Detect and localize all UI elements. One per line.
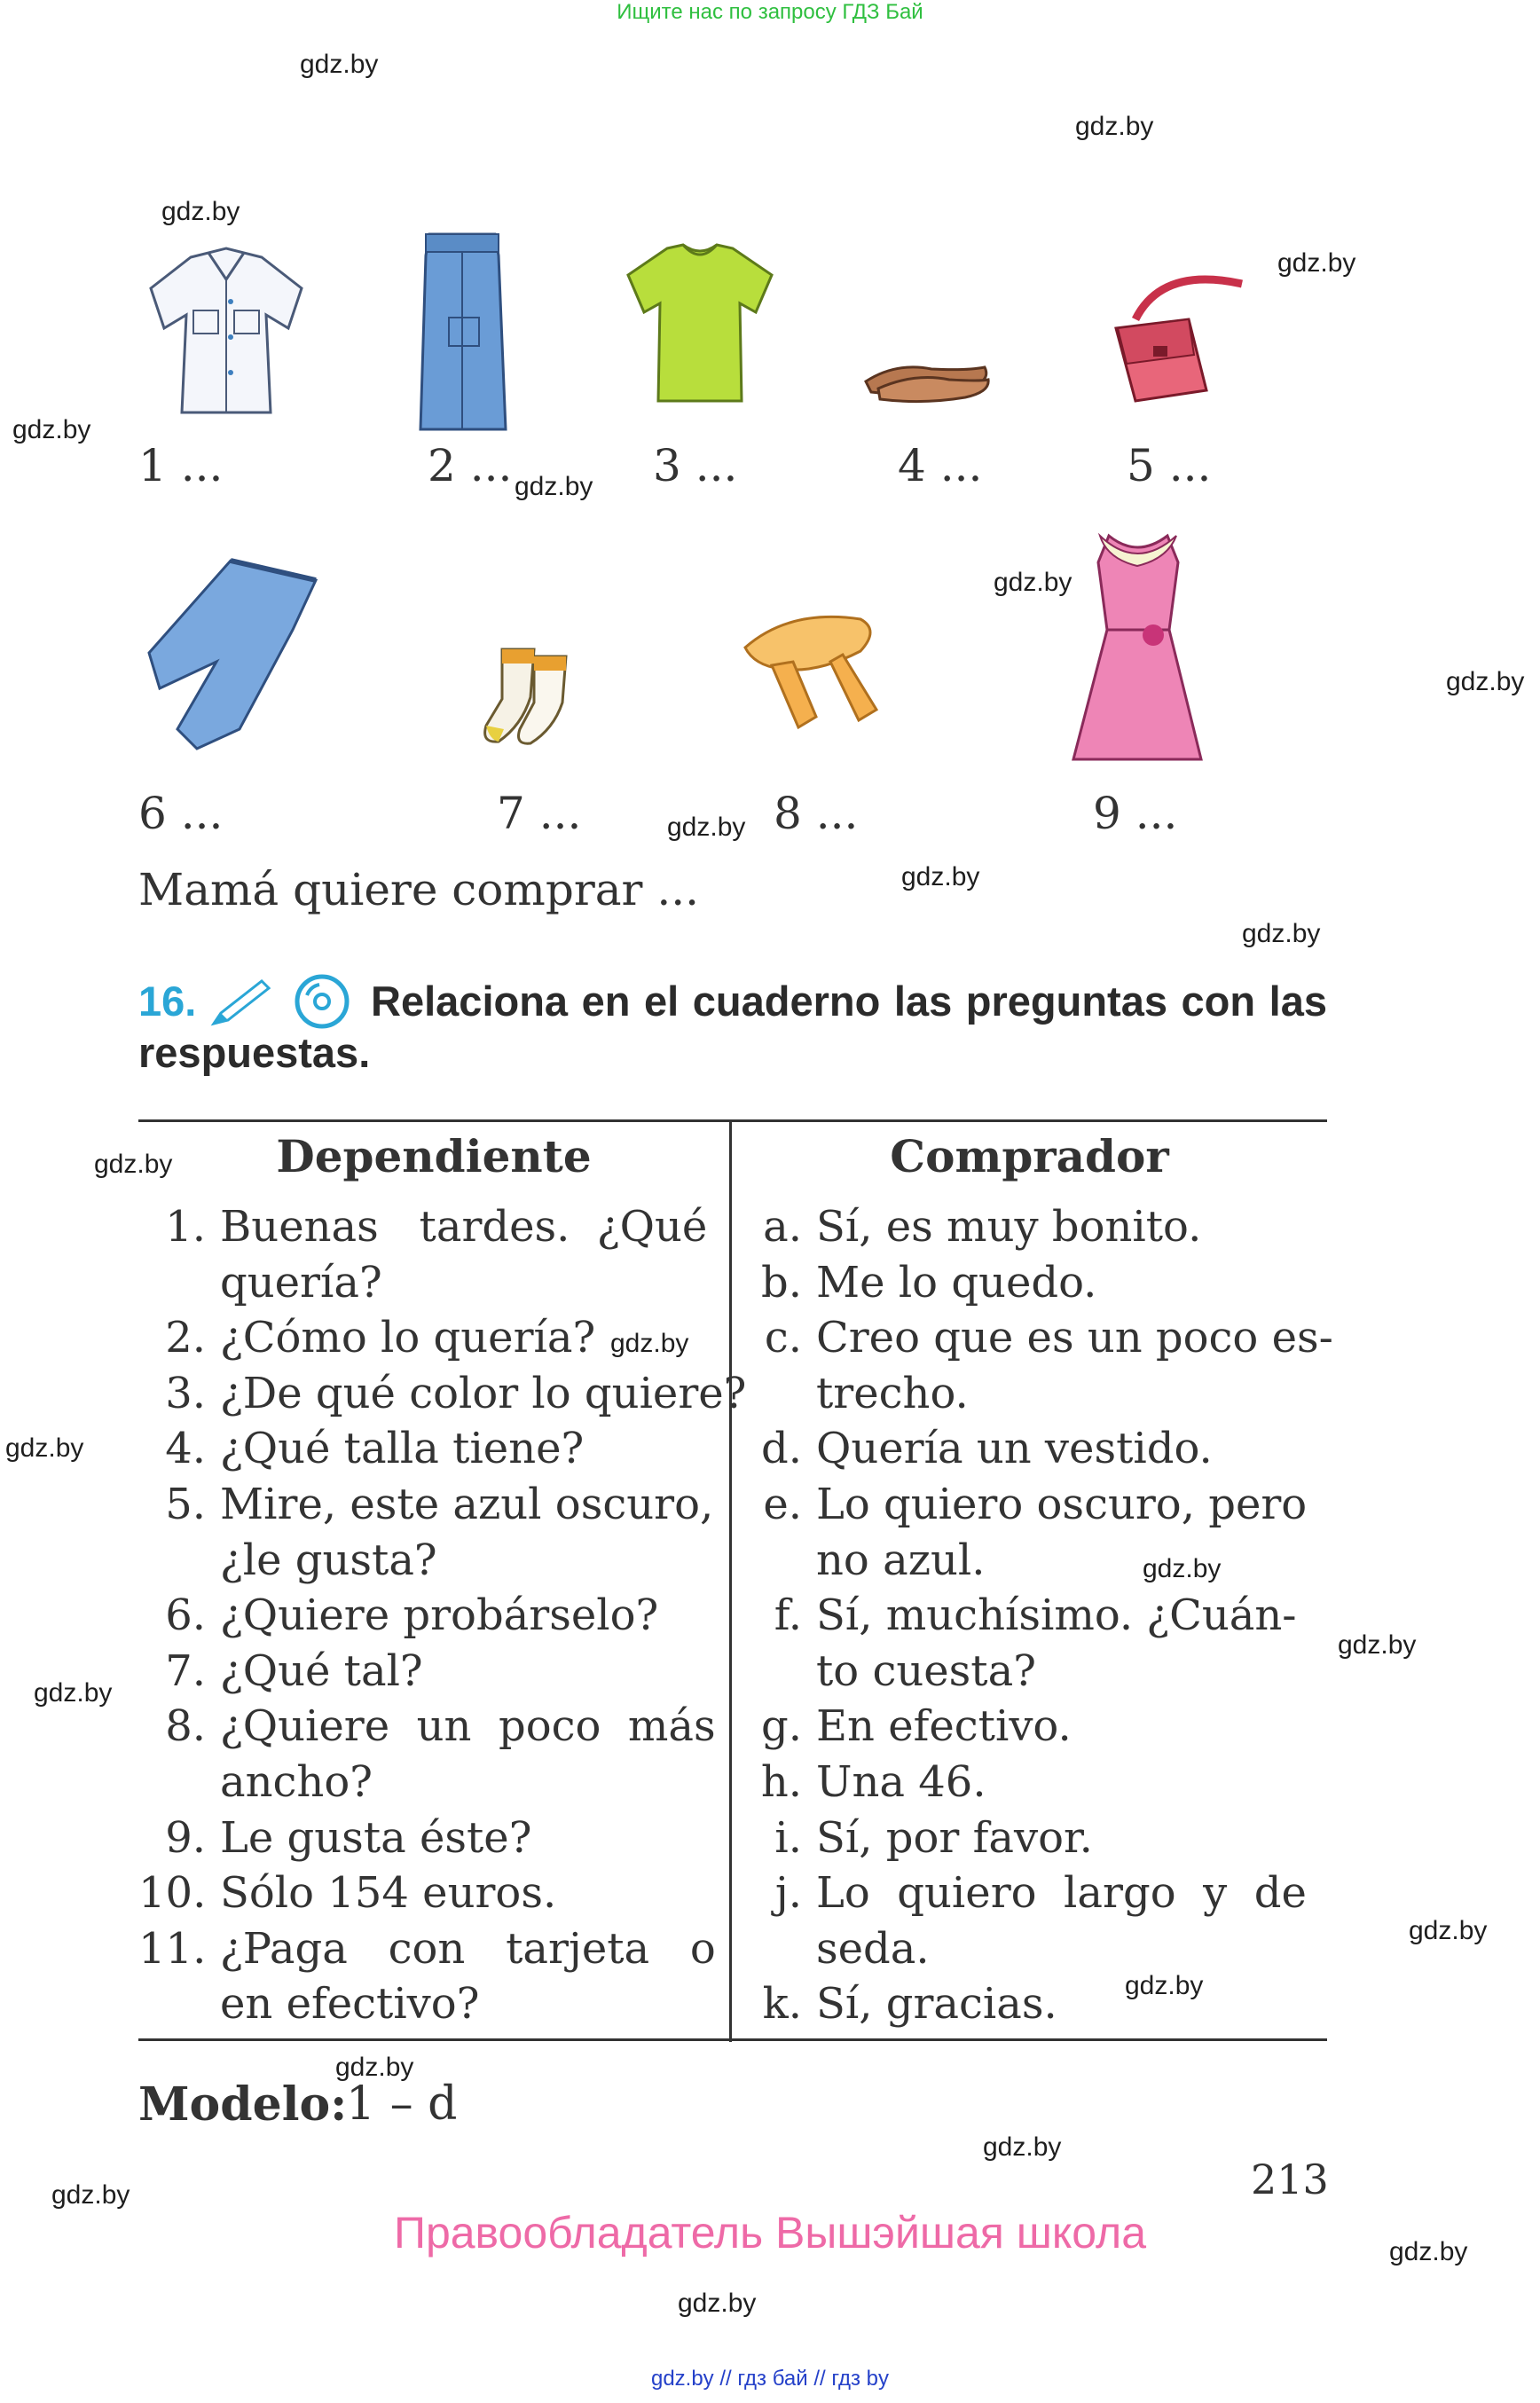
item-text: en efectivo? [220, 1979, 480, 2030]
item-text: Sí, muchísimo. ¿Cuán- [816, 1590, 1297, 1641]
watermark: gdz.by [1409, 1916, 1488, 1945]
item-label: 1 ... [138, 440, 224, 491]
comprador-line [756, 1755, 986, 1810]
item-text: seda. [816, 1923, 930, 1974]
skirt-illustration [413, 229, 511, 435]
dependiente-line [138, 1644, 423, 1699]
item-label: 9 ... [1093, 788, 1178, 839]
table-divider [729, 1119, 732, 2042]
item-label: 3 ... [653, 440, 738, 491]
item-text: ¿Qué tal? [220, 1645, 423, 1696]
column-header-dependiente: Dependiente [276, 1130, 592, 1182]
watermark: gdz.by [12, 415, 91, 444]
item-label: 8 ... [774, 788, 859, 839]
watermark: gdz.by [515, 472, 593, 501]
watermark: gdz.by [1075, 112, 1154, 141]
item-text: ¿Quiere probárselo? [220, 1590, 659, 1641]
watermark: gdz.by [667, 813, 746, 842]
item-index: 2. [165, 1313, 206, 1363]
item-index: 1. [165, 1202, 206, 1252]
item-index: 7. [165, 1645, 206, 1696]
watermark: gdz.by [1125, 1971, 1204, 2000]
item-text: Me lo quedo. [816, 1257, 1097, 1308]
watermark: gdz.by [678, 2289, 757, 2318]
dependiente-line [138, 1366, 746, 1421]
item-text: ¿Paga con tarjeta o [220, 1923, 716, 1974]
item-text: ¿Cómo lo quería? [220, 1313, 596, 1363]
handbag-illustration [1109, 257, 1251, 408]
item-index: d. [761, 1424, 802, 1474]
watermark: gdz.by [983, 2132, 1062, 2162]
item-label: 4 ... [898, 440, 983, 491]
dependiente-line [138, 1199, 707, 1254]
jeans-illustration [142, 555, 319, 752]
shirt-illustration [142, 240, 310, 426]
tshirt-illustration [623, 238, 777, 406]
item-text: Una 46. [816, 1757, 986, 1807]
model-value: 1 – d [346, 2077, 458, 2131]
comprador-line [756, 1976, 1057, 2031]
watermark: gdz.by [610, 1329, 689, 1358]
item-text: Sí, por favor. [816, 1812, 1093, 1863]
copyright-notice: Правообладатель Вышэйшая школа [394, 2208, 1146, 2258]
table-top-rule [138, 1119, 1327, 1122]
item-index: c. [764, 1313, 802, 1363]
cd-icon [295, 983, 357, 1027]
shoes-illustration [860, 335, 994, 404]
item-label: 6 ... [138, 788, 224, 839]
dependiente-line [138, 1976, 479, 2031]
comprador-line [756, 1588, 1297, 1643]
dress-illustration [1068, 527, 1206, 765]
item-text: ¿De qué color lo quiere? [220, 1368, 747, 1418]
item-index: 9. [165, 1812, 206, 1863]
item-index: i. [774, 1812, 802, 1863]
watermark: gdz.by [335, 2053, 414, 2082]
item-text: ¿le gusta? [220, 1535, 437, 1585]
watermark: gdz.by [1242, 919, 1321, 948]
model-label: Modelo: [138, 2077, 348, 2132]
comprador-line [756, 1477, 1307, 1532]
item-text: no azul. [816, 1535, 986, 1585]
item-text: Le gusta éste? [220, 1812, 532, 1863]
item-index: 10. [138, 1868, 207, 1919]
item-text: Buenas tardes. ¿Qué [220, 1202, 708, 1252]
item-index: k. [762, 1979, 802, 2030]
item-index: 6. [165, 1590, 206, 1641]
comprador-line [756, 1310, 1333, 1365]
item-text: ancho? [220, 1757, 373, 1807]
task-number: 16. [138, 978, 197, 1025]
item-index: f. [774, 1590, 802, 1641]
watermark: gdz.by [1389, 2237, 1468, 2266]
comprador-line [756, 1921, 930, 1976]
item-index: 5. [165, 1480, 206, 1529]
watermark: gdz.by [901, 862, 980, 891]
comprador-line [756, 1533, 986, 1588]
item-text: ¿Qué talla tiene? [220, 1424, 585, 1474]
dependiente-line [138, 1588, 658, 1643]
item-index: a. [763, 1202, 802, 1252]
item-index: b. [761, 1257, 802, 1308]
watermark: gdz.by [1338, 1630, 1417, 1660]
item-index: j. [774, 1868, 802, 1919]
dependiente-line [138, 1921, 716, 1976]
item-index: e. [763, 1480, 802, 1529]
item-index: 3. [165, 1368, 206, 1418]
watermark: gdz.by [1446, 667, 1525, 696]
item-text: En efectivo. [816, 1701, 1072, 1752]
item-label: 5 ... [1127, 440, 1212, 491]
item-label: 7 ... [497, 788, 582, 839]
item-text: Quería un vestido. [816, 1424, 1213, 1474]
watermark: gdz.by [994, 568, 1072, 597]
watermark: gdz.by [51, 2180, 130, 2210]
item-text: Sí, es muy bonito. [816, 1202, 1202, 1252]
item-index: 11. [138, 1923, 207, 1974]
comprador-line [756, 1699, 1072, 1754]
dependiente-line [138, 1310, 595, 1365]
item-index: 4. [165, 1424, 206, 1474]
item-text: Lo quiero largo y de [816, 1868, 1307, 1919]
socks-illustration [468, 644, 580, 750]
comprador-line [756, 1644, 1036, 1699]
comprador-line [756, 1255, 1096, 1310]
item-index: 8. [165, 1701, 206, 1752]
comprador-line [756, 1810, 1093, 1865]
comprador-line [756, 1199, 1201, 1254]
task-16-instruction [138, 976, 1327, 1079]
pen-icon [210, 983, 281, 1027]
column-header-comprador: Comprador [890, 1130, 1169, 1182]
item-text: to cuesta? [816, 1645, 1036, 1696]
item-index: g. [761, 1701, 802, 1752]
scarf-illustration [727, 603, 884, 733]
comprador-line [756, 1865, 1307, 1920]
task-text: Relaciona en el cuaderno las preguntas con las respuestas. [138, 978, 1327, 1076]
table-bottom-rule [138, 2038, 1327, 2041]
item-label: 2 ... [428, 440, 513, 491]
prompt-sentence: Mamá quiere comprar ... [138, 864, 700, 915]
item-text: Sólo 154 euros. [220, 1868, 557, 1919]
item-text: quería? [220, 1257, 382, 1308]
watermark: gdz.by [94, 1150, 173, 1179]
item-text: trecho. [816, 1368, 969, 1418]
item-index: h. [760, 1757, 802, 1807]
item-text: ¿Quiere un poco más [220, 1701, 716, 1752]
page-number: 213 [1251, 2156, 1329, 2203]
header-note: Ищите нас по запросу ГДЗ Бай [617, 0, 923, 24]
dependiente-line [138, 1477, 713, 1532]
footer-links[interactable]: gdz.by // гдз бай // гдз by [650, 2367, 890, 2391]
item-text: Sí, gracias. [816, 1979, 1057, 2030]
comprador-line [756, 1366, 969, 1421]
dependiente-line [138, 1421, 584, 1476]
dependiente-line [138, 1533, 437, 1588]
item-text: Mire, este azul oscuro, [220, 1480, 714, 1529]
watermark: gdz.by [34, 1678, 113, 1708]
watermark: gdz.by [1143, 1554, 1222, 1583]
watermark: gdz.by [300, 50, 379, 79]
dependiente-line [138, 1699, 716, 1754]
dependiente-line [138, 1810, 531, 1865]
dependiente-line [138, 1255, 382, 1310]
dependiente-line [138, 1865, 556, 1920]
item-text: Lo quiero oscuro, pero [816, 1480, 1308, 1529]
dependiente-line [138, 1755, 373, 1810]
watermark: gdz.by [1277, 248, 1356, 278]
watermark: gdz.by [5, 1433, 84, 1463]
watermark: gdz.by [161, 197, 240, 226]
item-text: Creo que es un poco es- [816, 1313, 1333, 1363]
comprador-line [756, 1421, 1213, 1476]
